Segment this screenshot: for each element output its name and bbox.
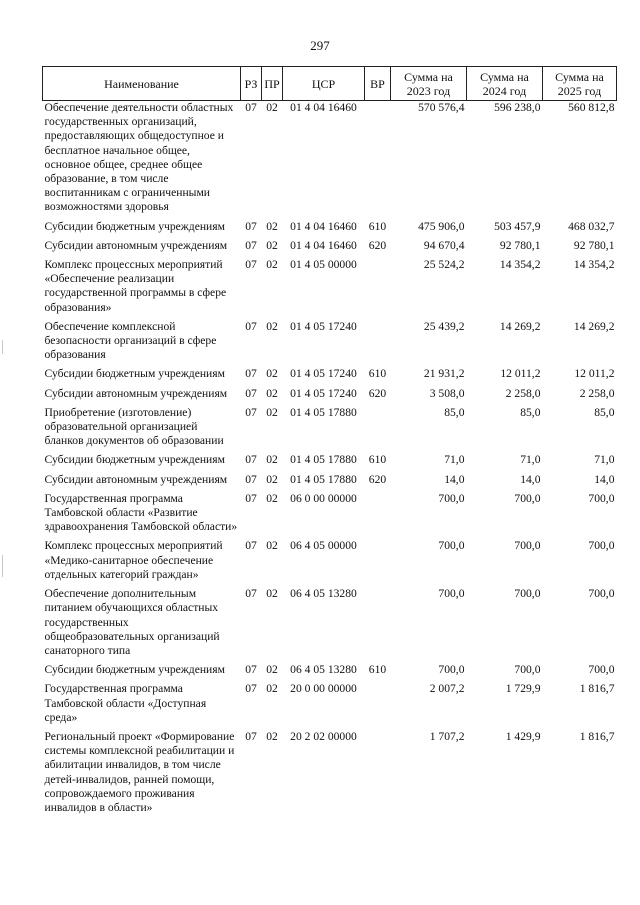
row-pr: 02 xyxy=(266,367,278,381)
row-2024: 700,0 xyxy=(514,539,541,553)
row-2024: 85,0 xyxy=(520,405,541,419)
row-csr: 01 4 04 16460 xyxy=(290,219,357,233)
row-2023: 14,0 xyxy=(444,472,465,486)
table-row xyxy=(43,320,617,368)
row-pr: 02 xyxy=(266,319,278,333)
table-row xyxy=(43,239,617,258)
row-vr xyxy=(365,258,391,320)
row-rz: 07 xyxy=(245,472,257,486)
table-row xyxy=(43,258,617,320)
row-pr: 02 xyxy=(266,238,278,252)
row-vr: 610 xyxy=(368,453,387,467)
row-csr: 01 4 05 17880 xyxy=(290,453,357,467)
row-vr xyxy=(365,101,391,220)
row-vr xyxy=(365,682,391,730)
table-row xyxy=(43,387,617,406)
row-2025: 2 258,0 xyxy=(579,386,615,400)
row-name: Субсидии бюджетным учреждениям xyxy=(44,219,225,233)
row-rz: 07 xyxy=(245,258,257,272)
row-2024: 14 354,2 xyxy=(499,258,541,272)
row-name: Государственная программа Тамбовской области «Доступная среда» xyxy=(44,682,207,724)
row-rz: 07 xyxy=(245,405,257,419)
table-row xyxy=(43,406,617,454)
header-name: Наименование xyxy=(43,67,241,101)
row-2025: 700,0 xyxy=(588,663,615,677)
row-rz: 07 xyxy=(245,729,257,743)
row-name: Комплекс процессных мероприятий «Обеспечение реализации государственной программы в сфере образования» xyxy=(44,258,227,314)
budget-table xyxy=(42,66,617,820)
table-row xyxy=(43,473,617,492)
row-pr: 02 xyxy=(266,682,278,696)
row-2024: 1 429,9 xyxy=(505,729,541,743)
row-2025: 14,0 xyxy=(594,472,615,486)
row-2023: 25 524,2 xyxy=(423,258,465,272)
row-2025: 92 780,1 xyxy=(573,238,615,252)
row-2023: 71,0 xyxy=(444,453,465,467)
table-row xyxy=(43,220,617,239)
row-2025: 71,0 xyxy=(594,453,615,467)
row-2024: 700,0 xyxy=(514,491,541,505)
row-vr: 620 xyxy=(368,386,387,400)
row-2025: 1 816,7 xyxy=(579,729,615,743)
row-name: Обеспечение дополнительным питанием обучающихся областных государственных общеобразовательных организаций санаторного типа xyxy=(44,587,220,657)
table-row xyxy=(43,539,617,587)
row-2023: 94 670,4 xyxy=(423,238,465,252)
row-name: Обеспечение комплексной безопасности организаций в сфере образования xyxy=(44,319,217,362)
row-pr: 02 xyxy=(266,472,278,486)
row-name: Субсидии автономным учреждениям xyxy=(44,238,228,252)
row-rz: 07 xyxy=(245,238,257,252)
row-2025: 12 011,2 xyxy=(574,367,615,381)
row-pr: 02 xyxy=(266,663,278,677)
row-csr: 06 4 05 00000 xyxy=(290,539,357,553)
row-vr xyxy=(365,492,391,540)
row-2023: 700,0 xyxy=(438,491,465,505)
row-pr: 02 xyxy=(266,101,278,114)
row-csr: 01 4 05 00000 xyxy=(290,258,357,272)
row-csr: 06 0 00 00000 xyxy=(290,491,357,505)
row-csr: 01 4 05 17880 xyxy=(290,405,357,419)
row-name: Субсидии бюджетным учреждениям xyxy=(44,663,225,677)
row-csr: 01 4 05 17240 xyxy=(290,319,357,333)
row-2025: 468 032,7 xyxy=(568,219,615,233)
table-row xyxy=(43,101,617,220)
header-rz: РЗ xyxy=(241,67,262,101)
row-pr: 02 xyxy=(266,587,278,601)
row-vr: 620 xyxy=(368,472,387,486)
row-2025: 700,0 xyxy=(588,491,615,505)
row-2023: 21 931,2 xyxy=(423,367,465,381)
row-2025: 560 812,8 xyxy=(568,101,615,114)
row-csr: 20 2 02 00000 xyxy=(290,729,357,743)
row-2023: 25 439,2 xyxy=(423,319,465,333)
row-csr: 01 4 05 17240 xyxy=(290,367,357,381)
row-2024: 71,0 xyxy=(520,453,541,467)
row-pr: 02 xyxy=(266,729,278,743)
table-row xyxy=(43,663,617,682)
row-2023: 570 576,4 xyxy=(418,101,465,114)
margin-mark xyxy=(2,340,3,354)
row-name: Обеспечение деятельности областных государственных организаций, предоставляющих общедоступное и бесплатное начальное общее, основное общее, среднее общее образование, в том числе воспитанникам с ограниченными возможностями здоровья xyxy=(44,101,234,214)
row-2025: 700,0 xyxy=(588,539,615,553)
row-csr: 01 4 05 17880 xyxy=(290,472,357,486)
row-name: Субсидии бюджетным учреждениям xyxy=(44,367,225,381)
row-2025: 14 354,2 xyxy=(573,258,615,272)
row-rz: 07 xyxy=(245,539,257,553)
row-rz: 07 xyxy=(245,663,257,677)
row-csr: 06 4 05 13280 xyxy=(290,587,357,601)
row-name: Приобретение (изготовление) образовательной организацией бланков документов об образовании xyxy=(44,405,224,448)
table-row xyxy=(43,730,617,820)
header-2023: Сумма на 2023 год xyxy=(391,67,467,101)
row-name: Комплекс процессных мероприятий «Медико-санитарное обеспечение отдельных категорий граждан» xyxy=(44,539,223,581)
table-header-row xyxy=(43,67,617,101)
row-pr: 02 xyxy=(266,539,278,553)
row-vr xyxy=(365,587,391,663)
row-2024: 14,0 xyxy=(520,472,541,486)
row-2024: 503 457,9 xyxy=(494,219,541,233)
row-2025: 1 816,7 xyxy=(579,682,615,696)
row-2023: 700,0 xyxy=(438,539,465,553)
row-2024: 12 011,2 xyxy=(500,367,541,381)
header-csr: ЦСР xyxy=(283,67,365,101)
row-name: Субсидии автономным учреждениям xyxy=(44,386,228,400)
row-rz: 07 xyxy=(245,319,257,333)
row-pr: 02 xyxy=(266,219,278,233)
header-2025: Сумма на 2025 год xyxy=(543,67,617,101)
row-vr xyxy=(365,406,391,454)
row-2024: 92 780,1 xyxy=(499,238,541,252)
margin-mark xyxy=(2,555,3,577)
table-row xyxy=(43,587,617,663)
row-2023: 85,0 xyxy=(444,405,465,419)
row-rz: 07 xyxy=(245,219,257,233)
row-rz: 07 xyxy=(245,367,257,381)
row-2023: 700,0 xyxy=(438,663,465,677)
row-name: Субсидии бюджетным учреждениям xyxy=(44,453,225,467)
table-row xyxy=(43,453,617,472)
row-2024: 14 269,2 xyxy=(499,319,541,333)
row-2023: 3 508,0 xyxy=(429,386,465,400)
row-vr: 620 xyxy=(368,238,387,252)
row-name: Субсидии автономным учреждениям xyxy=(44,472,228,486)
row-2024: 700,0 xyxy=(514,663,541,677)
row-vr xyxy=(365,730,391,820)
table-row xyxy=(43,367,617,386)
header-pr: ПР xyxy=(262,67,283,101)
row-vr: 610 xyxy=(368,367,387,381)
row-csr: 06 4 05 13280 xyxy=(290,663,357,677)
row-rz: 07 xyxy=(245,491,257,505)
row-csr: 01 4 04 16460 xyxy=(290,238,357,252)
row-pr: 02 xyxy=(266,386,278,400)
row-2025: 85,0 xyxy=(594,405,615,419)
row-vr: 610 xyxy=(368,219,387,233)
header-2024: Сумма на 2024 год xyxy=(467,67,543,101)
row-rz: 07 xyxy=(245,587,257,601)
row-csr: 20 0 00 00000 xyxy=(290,682,357,696)
table-row xyxy=(43,682,617,730)
row-pr: 02 xyxy=(266,491,278,505)
row-2023: 1 707,2 xyxy=(429,729,465,743)
page-number: 297 xyxy=(310,38,330,53)
row-csr: 01 4 04 16460 xyxy=(290,101,357,114)
row-2023: 475 906,0 xyxy=(418,219,465,233)
row-name: Государственная программа Тамбовской области «Развитие здравоохранения Тамбовской области» xyxy=(44,491,238,534)
row-vr xyxy=(365,539,391,587)
table-row xyxy=(43,492,617,540)
row-2024: 1 729,9 xyxy=(505,682,541,696)
row-2025: 700,0 xyxy=(588,587,615,601)
row-2023: 2 007,2 xyxy=(429,682,465,696)
row-rz: 07 xyxy=(245,453,257,467)
row-vr xyxy=(365,320,391,368)
row-name: Региональный проект «Формирование системы комплексной реабилитации и абилитации инвалидов, в том числе детей-инвалидов, ранней помощи, сопровождаемого проживания инвалидов в области» xyxy=(44,729,235,814)
row-2023: 700,0 xyxy=(438,587,465,601)
row-vr: 610 xyxy=(368,663,387,677)
row-rz: 07 xyxy=(245,386,257,400)
row-rz: 07 xyxy=(245,682,257,696)
row-2024: 2 258,0 xyxy=(505,386,541,400)
row-2025: 14 269,2 xyxy=(573,319,615,333)
row-2024: 700,0 xyxy=(514,587,541,601)
row-csr: 01 4 05 17240 xyxy=(290,386,357,400)
row-pr: 02 xyxy=(266,405,278,419)
row-pr: 02 xyxy=(266,453,278,467)
row-2024: 596 238,0 xyxy=(494,101,541,114)
header-vr: ВР xyxy=(365,67,391,101)
row-rz: 07 xyxy=(245,101,257,114)
row-pr: 02 xyxy=(266,258,278,272)
